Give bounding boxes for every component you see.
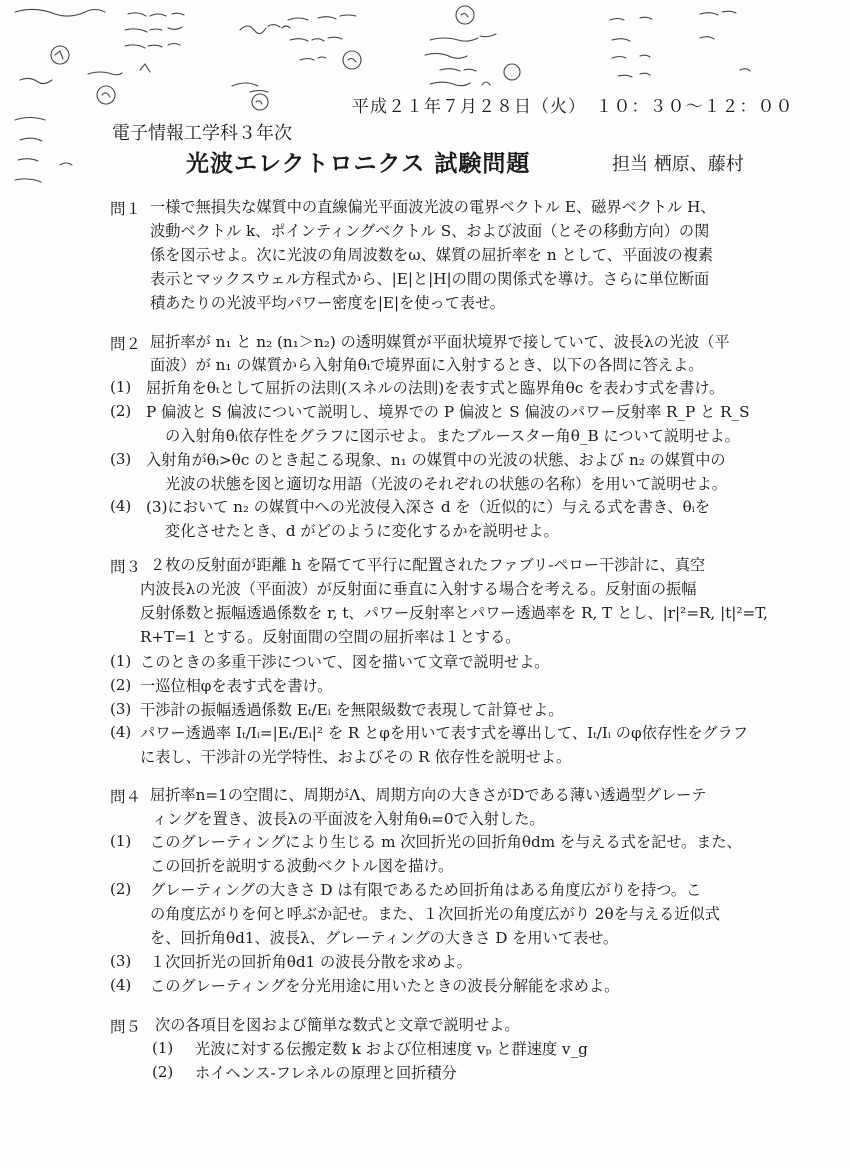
exam-date: 平成２１年７月２８日（火） １０：３０〜１２：００ [352,97,794,117]
subquestion-text-line: 干渉計の振幅透過係数 Eₜ/Eᵢ を無限級数で表現して計算せよ。 [140,701,564,719]
subquestion-text-line: 一巡位相φを表す式を書け。 [140,677,333,695]
subquestion-text-line: １次回折光の回折角θd1 の波長分散を求めよ。 [150,953,472,971]
subquestion-text-line: この回折を説明する波動ベクトル図を描け。 [150,857,454,875]
question-text-line: 次の各項目を図および簡単な数式と文章で説明せよ。 [155,1016,520,1034]
subquestion-number: (4) [110,497,132,515]
question-text-line: 屈折率が n₁ と n₂ (n₁＞n₂) の透明媒質が平面状境界で接していて、波長λの光波（平 [150,333,730,351]
subquestion-number: (2) [110,676,132,694]
subquestion-number: (1) [110,378,132,396]
page-title: 光波エレクトロニクス 試験問題 [186,150,531,177]
question-text-line: 波動ベクトル k、ポインティングベクトル S、および波面（とその移動方向）の関 [150,222,710,240]
subquestion-number: (1) [110,832,132,850]
subquestion-number: (1) [152,1039,174,1057]
instructors: 担当 栖原、藤村 [612,154,744,175]
subquestion-text-line: (3)において n₂ の媒質中への光波侵入深さ d を（近似的に）与える式を書き、θᵢを [146,498,711,516]
subquestion-number: (4) [110,976,132,994]
subquestion-text-line: パワー透過率 Iₜ/Iᵢ=|Eₜ/Eᵢ|² を R とφを用いて表す式を導出して、Iₜ/Iᵢ のφ依存性をグラフ [140,724,748,742]
question-text-line: 係を図示せよ。次に光波の角周波数をω、媒質の屈折率を n として、平面波の複素 [150,246,714,264]
subquestion-number: (3) [110,952,132,970]
subquestion-text-line: を、回折角θd1、波長λ、グレーティングの大きさ D を用いて表せ。 [150,929,619,947]
question-number: 問５ [110,1018,142,1036]
question-text-line: 表示とマックスウェル方程式から、|E|と|H|の間の関係式を導け。さらに単位断面 [150,270,710,288]
subquestion-text-line: 光波の状態を図と適切な用語（光波のそれぞれの状態の名称）を用いて説明せよ。 [165,475,727,493]
subquestion-text-line: このグレーティングを分光用途に用いたときの波長分解能を求めよ。 [150,977,620,995]
subquestion-text-line: の入射角θᵢ依存性をグラフに図示せよ。またブルースター角θ_B について説明せよ。 [165,427,740,445]
subquestion-text-line: 光波に対する伝搬定数 k および位相速度 vₚ と群速度 v_g [195,1040,588,1058]
subquestion-text-line: このときの多重干渉について、図を描いて文章で説明せよ。 [140,653,550,671]
subquestion-number: (4) [110,723,132,741]
question-text-line: 反射係数と振幅透過係数を r, t、パワー反射率とパワー透過率を R, T とし、|r|²=R, |t|²=T, [140,604,768,622]
subquestion-text-line: P 偏波と S 偏波について説明し、境界での P 偏波と S 偏波のパワー反射率 R_P と R_S [146,403,750,421]
question-number: 問３ [110,558,142,576]
subquestion-text-line: このグレーティングにより生じる m 次回折光の回折角θdm を与える式を記せ。また、 [150,833,742,851]
subquestion-text-line: ホイヘンス-フレネルの原理と回折積分 [195,1064,457,1082]
subquestion-text-line: 変化させたとき、d がどのように変化するかを説明せよ。 [165,522,559,540]
question-number: 問２ [110,335,142,353]
question-text-line: ィングを置き、波長λの平面波を入射角θᵢ=0で入射した。 [152,810,545,828]
subquestion-number: (2) [110,402,132,420]
subquestion-text-line: グレーティングの大きさ D は有限であるため回折角はある角度広がりを持つ。こ [150,881,702,899]
subquestion-text-line: に表し、干渉計の光学特性、およびその R 依存性を説明せよ。 [140,748,572,766]
question-text-line: 一様で無損失な媒質中の直線偏光平面波光波の電界ベクトル E、磁界ベクトル H、 [150,198,716,216]
subquestion-text-line: 屈折角をθₜとして屈折の法則(スネルの法則)を表す式と臨界角θc を表わす式を書け。 [146,379,725,397]
subquestion-text-line: の角度広がりを何と呼ぶか記せ。また、１次回折光の角度広がり 2θを与える近似式 [150,905,720,923]
subquestion-text-line: 入射角がθᵢ>θc のとき起こる現象、n₁ の媒質中の光波の状態、および n₂ の媒質中の [146,451,726,469]
question-text-line: R+T=1 とする。反射面間の空間の屈折率は１とする。 [140,628,521,646]
subquestion-number: (1) [110,652,132,670]
question-number: 問１ [110,200,142,218]
subquestion-number: (2) [152,1063,174,1081]
question-text-line: 屈折率n=1の空間に、周期がΛ、周期方向の大きさがDである薄い透過型グレーテ [150,786,707,804]
question-text-line: 面波）が n₁ の媒質から入射角θᵢで境界面に入射するとき、以下の各問に答えよ。 [150,356,704,374]
subquestion-number: (2) [110,880,132,898]
question-text-line: 内波長λの光波（平面波）が反射面に垂直に入射する場合を考える。反射面の振幅 [140,580,697,598]
subquestion-number: (3) [110,700,132,718]
question-text-line: ２枚の反射面が距離 h を隔てて平行に配置されたファブリ-ペロー干渉計に、真空 [150,556,706,574]
subquestion-number: (3) [110,450,132,468]
department: 電子情報工学科３年次 [112,123,292,144]
question-text-line: 積あたりの光波平均パワー密度を|E|を使って表せ。 [150,294,505,312]
question-number: 問４ [110,788,142,806]
